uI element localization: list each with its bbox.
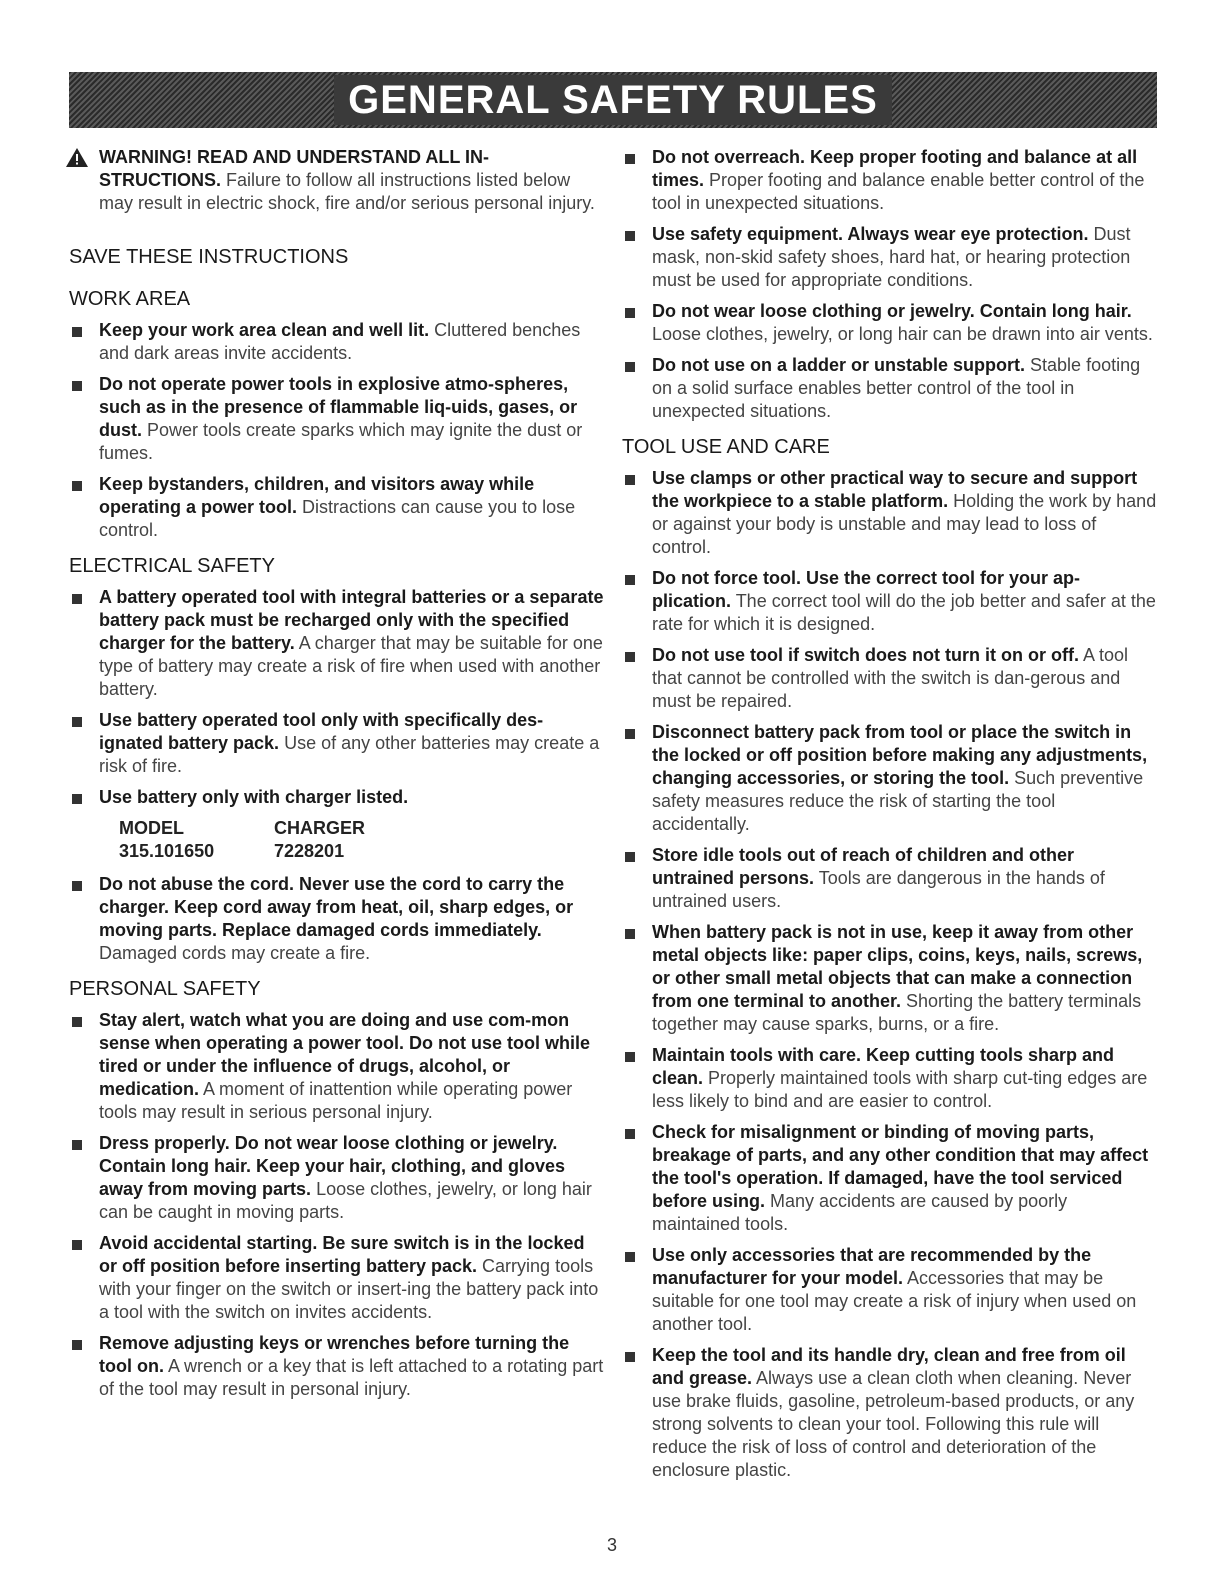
rule-bold: Do not operate power tools in explosive atmo-spheres, such as in the presence of flammable liq-uids, gases, or dust.	[99, 374, 578, 440]
rule-bold: Do not abuse the cord. Never use the cord to carry the charger. Keep cord away from heat, oil, sharp edges, or moving parts. Replace damaged cords immediately.	[99, 874, 574, 940]
rule-text: The correct tool will do the job better and safer at the rate for which it is designed.	[652, 591, 1156, 634]
rule-text: Tools are dangerous in the hands of untrained users.	[652, 868, 1105, 911]
rule-item	[622, 1344, 1157, 1482]
rule-text: Holding the work by hand or against your body is unstable and may lead to loss of control.	[652, 491, 1157, 557]
bullet-icon	[625, 652, 635, 662]
personal-safety-rules	[69, 1009, 604, 1401]
rule-bold: A battery operated tool with integral batteries or a separate battery pack must be recharged only with the specified charger for the battery.	[99, 587, 604, 653]
charger-number: 7228201	[274, 841, 345, 861]
electrical-safety-rules-continued	[69, 873, 604, 965]
rule-item	[69, 873, 604, 965]
rule-bold: Do not overreach. Keep proper footing and balance at all times.	[652, 147, 1138, 190]
rule-bold: Stay alert, watch what you are doing and use com-mon sense when operating a power tool. Do not use tool while tired or under the influence of drugs, alcohol, or medication.	[99, 1010, 591, 1099]
rule-bold: Remove adjusting keys or wrenches before turning the tool on.	[99, 1333, 570, 1376]
rule-item	[622, 721, 1157, 836]
table-header-row	[119, 817, 604, 840]
rule-item	[622, 1121, 1157, 1236]
rule-bold: Do not wear loose clothing or jewelry. Contain long hair.	[652, 301, 1132, 321]
rule-item	[622, 644, 1157, 713]
rule-text: A tool that cannot be controlled with the switch is dan-gerous and must be repaired.	[652, 645, 1129, 711]
rule-item	[69, 373, 604, 465]
rule-bold: Disconnect battery pack from tool or place the switch in the locked or off position before making any adjustments, changing accessories, or storing the tool.	[652, 722, 1148, 788]
rule-text: Such preventive safety measures reduce the risk of starting the tool accidentally.	[652, 768, 1144, 834]
bullet-icon	[72, 881, 82, 891]
rule-bold: Do not use tool if switch does not turn it on or off.	[652, 645, 1079, 665]
rule-text: Distractions can cause you to lose control.	[99, 497, 576, 540]
rule-item	[622, 567, 1157, 636]
rule-item	[69, 1132, 604, 1224]
bullet-icon	[625, 154, 635, 164]
rule-bold: Use battery operated tool only with specifically des-ignated battery pack.	[99, 710, 544, 753]
rule-bold: Keep your work area clean and well lit.	[99, 320, 430, 340]
rule-bold: Use safety equipment. Always wear eye protection.	[652, 224, 1089, 244]
rule-text: Stable footing on a solid surface enables better control of the tool in unexpected situations.	[652, 355, 1141, 421]
rule-item	[69, 319, 604, 365]
bullet-icon	[72, 1140, 82, 1150]
rule-item	[69, 586, 604, 701]
rule-item	[622, 1244, 1157, 1336]
rule-bold: Keep the tool and its handle dry, clean and free from oil and grease.	[652, 1345, 1126, 1388]
bullet-icon	[625, 852, 635, 862]
bullet-icon	[625, 231, 635, 241]
personal-safety-heading: PERSONAL SAFETY	[69, 978, 261, 1000]
tool-use-rules	[622, 467, 1157, 1482]
rule-text: Carrying tools with your finger on the switch or insert-ing the battery pack into a tool with the switch on invites accidents.	[99, 1256, 599, 1322]
bullet-icon	[72, 794, 82, 804]
bullet-icon	[625, 362, 635, 372]
model-number: 315.101650	[119, 841, 215, 861]
bullet-icon	[72, 481, 82, 491]
rule-item	[69, 1232, 604, 1324]
model-column-header: MODEL	[119, 818, 184, 838]
rule-item	[69, 786, 604, 809]
electrical-safety-rules	[69, 586, 604, 809]
rule-text: Always use a clean cloth when cleaning. Never use brake fluids, gasoline, petroleum-based products, or any strong solvents to clean your tool. Following this rule will reduce the risk of loss of control and deterioration of the enclosure plastic.	[652, 1368, 1135, 1480]
bullet-icon	[72, 1240, 82, 1250]
page-title: GENERAL SAFETY RULES	[334, 75, 892, 125]
bullet-icon	[625, 729, 635, 739]
rule-item	[69, 709, 604, 778]
rule-text: Use of any other batteries may create a risk of fire.	[99, 733, 600, 776]
bullet-icon	[625, 1252, 635, 1262]
rule-item	[69, 1009, 604, 1124]
rule-text: Loose clothes, jewelry, or long hair can be drawn into air vents.	[652, 324, 1153, 344]
bullet-icon	[625, 475, 635, 485]
rule-item	[622, 300, 1157, 346]
charger-column-header: CHARGER	[274, 818, 366, 838]
rule-text: Accessories that may be suitable for one tool may create a risk of injury when used on another tool.	[652, 1268, 1137, 1334]
rule-text: Loose clothes, jewelry, or long hair can be caught in moving parts.	[99, 1179, 592, 1222]
table-row	[119, 840, 604, 863]
rule-bold: Keep bystanders, children, and visitors away while operating a power tool.	[99, 474, 535, 517]
rule-text: Properly maintained tools with sharp cut-ting edges are less likely to bind and are easier to control.	[652, 1068, 1148, 1111]
rule-bold: Check for misalignment or binding of moving parts, breakage of parts, and any other condition that may affect the tool's operation. If damaged, have the tool serviced before using.	[652, 1122, 1149, 1211]
warning-triangle-icon	[66, 148, 88, 167]
rule-bold: Do not force tool. Use the correct tool for your ap-plication.	[652, 568, 1081, 611]
bullet-icon	[625, 1129, 635, 1139]
rule-text: A moment of inattention while operating power tools may result in serious personal injury.	[99, 1079, 573, 1122]
rule-item	[622, 354, 1157, 423]
personal-safety-rules-continued	[622, 146, 1157, 423]
bullet-icon	[72, 1340, 82, 1350]
rule-item	[622, 921, 1157, 1036]
rule-bold: Maintain tools with care. Keep cutting tools sharp and clean.	[652, 1045, 1115, 1088]
rule-text: Proper footing and balance enable better control of the tool in unexpected situations.	[652, 170, 1145, 213]
rule-bold: Avoid accidental starting. Be sure switch is in the locked or off position before inserting battery pack.	[99, 1233, 585, 1276]
right-column	[622, 146, 1157, 1494]
rule-text: Damaged cords may create a fire.	[99, 943, 371, 963]
rule-bold: Use battery only with charger listed.	[99, 787, 409, 807]
electrical-safety-heading: ELECTRICAL SAFETY	[69, 555, 275, 577]
bullet-icon	[625, 1052, 635, 1062]
rule-text: A wrench or a key that is left attached to a rotating part of the tool may result in personal injury.	[99, 1356, 604, 1399]
rule-item	[622, 146, 1157, 215]
bullet-icon	[72, 717, 82, 727]
bullet-icon	[72, 381, 82, 391]
rule-bold: Dress properly. Do not wear loose clothing or jewelry. Contain long hair. Keep your hair, clothing, and gloves away from moving parts.	[99, 1133, 566, 1199]
warning-block	[69, 146, 604, 215]
rule-text: A charger that may be suitable for one type of battery may create a risk of fire when used with another battery.	[99, 633, 603, 699]
rule-item	[622, 467, 1157, 559]
work-area-rules	[69, 319, 604, 542]
bullet-icon	[72, 1017, 82, 1027]
bullet-icon	[625, 308, 635, 318]
rule-bold: Use only accessories that are recommended by the manufacturer for your model.	[652, 1245, 1092, 1288]
rule-item	[69, 473, 604, 542]
left-column	[69, 146, 604, 1413]
rule-bold: Do not use on a ladder or unstable support.	[652, 355, 1026, 375]
rule-bold: Store idle tools out of reach of children and other untrained persons.	[652, 845, 1075, 888]
rule-bold: When battery pack is not in use, keep it away from other metal objects like: paper clips, coins, keys, nails, screws, or other small metal objects that can make a connection from one terminal to another.	[652, 922, 1143, 1011]
rule-text: Dust mask, non-skid safety shoes, hard hat, or hearing protection must be used for appropriate conditions.	[652, 224, 1131, 290]
page-number: 3	[606, 1535, 617, 1555]
rule-text: Many accidents are caused by poorly maintained tools.	[652, 1191, 1068, 1234]
rule-bold: Use clamps or other practical way to secure and support the workpiece to a stable platform.	[652, 468, 1138, 511]
bullet-icon	[625, 575, 635, 585]
rule-text: Power tools create sparks which may ignite the dust or fumes.	[99, 420, 583, 463]
bullet-icon	[72, 594, 82, 604]
rule-text: Shorting the battery terminals together may cause sparks, burns, or a fire.	[652, 991, 1142, 1034]
rule-text: Cluttered benches and dark areas invite accidents.	[99, 320, 581, 363]
model-charger-table	[119, 817, 604, 863]
warning-bold: WARNING! READ AND UNDERSTAND ALL IN-STRUCTIONS.	[99, 147, 489, 190]
title-banner	[69, 72, 1157, 128]
save-instructions-heading: SAVE THESE INSTRUCTIONS	[69, 246, 349, 268]
warning-text: Failure to follow all instructions listed below may result in electric shock, fire and/or serious personal injury.	[99, 170, 595, 213]
rule-item	[622, 1044, 1157, 1113]
rule-item	[622, 844, 1157, 913]
tool-use-heading: TOOL USE AND CARE	[622, 436, 830, 458]
bullet-icon	[625, 1352, 635, 1362]
bullet-icon	[625, 929, 635, 939]
bullet-icon	[72, 327, 82, 337]
work-area-heading: WORK AREA	[69, 288, 191, 310]
rule-item	[69, 1332, 604, 1401]
rule-item	[622, 223, 1157, 292]
